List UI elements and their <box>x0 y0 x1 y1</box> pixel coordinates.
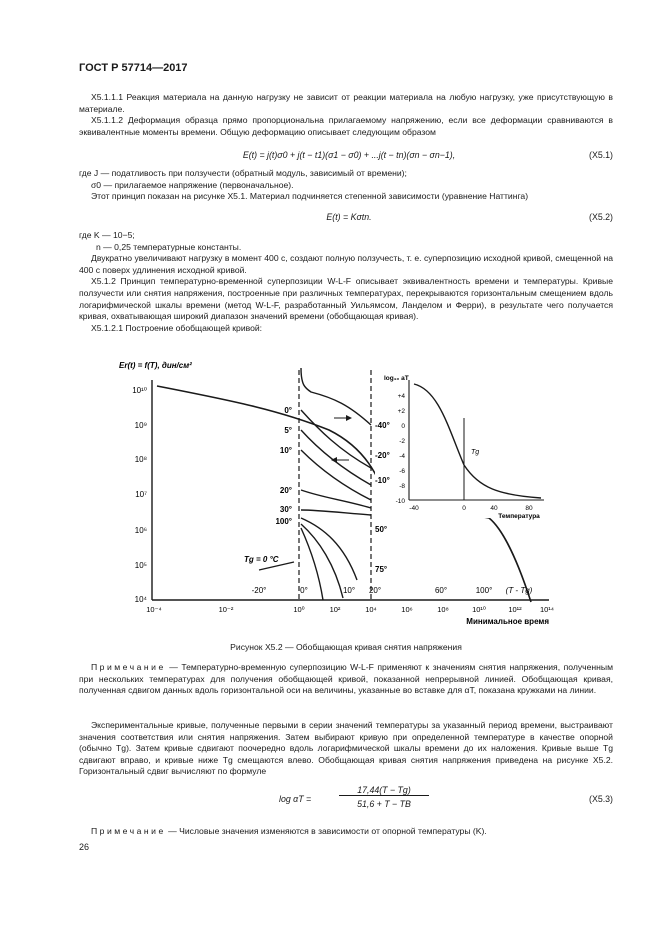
curve-label: 30° <box>279 505 292 514</box>
y-axis-label: Er(t) = f(T), дин/см² <box>119 361 192 370</box>
shift-temp-label: (T - Tg) <box>505 586 533 595</box>
note-paragraph <box>79 826 613 838</box>
x-tick-label: 10¹² <box>508 605 522 614</box>
equation-number: (Х5.3) <box>589 794 613 804</box>
note-text: — Числовые значения изменяются в зависимости от опорной температуры (K). <box>168 826 487 836</box>
y-tick-label: 10¹⁰ <box>132 386 147 395</box>
inset-x-tick: -40 <box>409 505 419 512</box>
x-tick-label: 10⁴ <box>365 605 377 614</box>
paragraph: Х5.1.2 Принцип температурно-временной суперпозиции W-L-F описывает эквивалентность времени и температуры. Кривые ползучести или снятия напряжения, построенные при различных температурах, перекрываются горизонтальным смещением вдоль логарифмической шкалы времени (метод W-L-F, разработанный Уильямсом, Ланделом и Ферри), в результате чего получается кривая, охватывающая широкий диапазон значений времени (обобщающая кривая). <box>79 276 613 322</box>
y-tick-label: 10⁵ <box>134 561 147 570</box>
shift-temp-label: 100° <box>475 586 493 595</box>
shift-temp-label: -20° <box>251 586 267 595</box>
curve-label: -20° <box>375 451 390 460</box>
inset-x-label: Температура <box>498 513 540 520</box>
text-block-3 <box>79 230 613 334</box>
arrow-head <box>331 457 337 463</box>
equation-x5-3 <box>79 785 613 815</box>
note-label: Примечание <box>91 662 166 672</box>
document-header: ГОСТ Р 57714—2017 <box>79 62 188 74</box>
equation-formula: E(t) = Kσtn. <box>326 212 372 222</box>
shift-temp-label: 10° <box>342 586 356 595</box>
x-tick-label: 10⁻² <box>218 605 234 614</box>
equation-number: (Х5.1) <box>589 150 613 160</box>
curve-label: 5° <box>284 426 292 435</box>
inset-tg-label: Tg <box>471 449 480 456</box>
y-tick-label: 10⁴ <box>134 595 147 604</box>
equation-numerator: 17,44(T − Tg) <box>339 785 429 796</box>
x-tick-label: 10⁶ <box>401 605 413 614</box>
x-tick-label: 10⁸ <box>437 605 449 614</box>
text-block-1 <box>79 92 613 138</box>
page-number: 26 <box>79 842 90 852</box>
equation-x5-2 <box>79 212 613 226</box>
inset-y-tick: +4 <box>397 393 405 400</box>
note-label: Примечание <box>91 826 166 836</box>
text-block-2 <box>79 168 613 203</box>
curve-label: 100° <box>275 517 292 526</box>
x-axis-label: Минимальное время <box>466 617 549 626</box>
paragraph: Этот принцип показан на рисунке Х5.1. Материал подчиняется степенной зависимости (уравнение Наттинга) <box>91 191 529 202</box>
inset-y-tick: 0 <box>401 423 405 430</box>
paragraph: σ0 — прилагаемое напряжение (первоначальное). <box>91 179 294 190</box>
figure-caption: Рисунок Х5.2 — Обобщающая кривая снятия напряжения <box>230 642 462 652</box>
paragraph: Х5.1.1.1 Реакция материала на данную нагрузку не зависит от реакции материала на любую нагрузку, уже присутствующую в материале. <box>79 92 613 114</box>
note-paragraph <box>79 662 613 697</box>
paragraph: где J — податливость при ползучести (обратный модуль, зависимый от времени); <box>79 168 407 178</box>
curve-minus40 <box>301 368 371 425</box>
tg-note: Tg = 0 °C <box>244 555 279 564</box>
note-block-1 <box>79 662 613 697</box>
text-block-4 <box>79 720 613 778</box>
y-tick-label: 10⁹ <box>134 421 147 430</box>
equation-number: (Х5.2) <box>589 212 613 222</box>
x-tick-label: 10² <box>329 605 341 614</box>
curve-label: 10° <box>279 446 292 455</box>
inset-y-tick: -8 <box>399 483 405 490</box>
paragraph: Двукратно увеличивают нагрузку в момент 400 с, создают полную ползучесть, т. е. суперпозицию исходной кривой, смещенной на 400 с поверх удлинения исходной кривой. <box>79 253 613 275</box>
curve-label: 20° <box>279 486 292 495</box>
x-tick-label: 10¹⁰ <box>472 605 486 614</box>
shift-temp-label: 60° <box>434 586 448 595</box>
master-curve-figure <box>79 350 613 630</box>
shift-temp-label: 20° <box>368 586 382 595</box>
curve-label: 0° <box>284 406 292 415</box>
inset-y-tick: +2 <box>397 408 405 415</box>
curve-30 <box>301 510 371 515</box>
curve-label: -40° <box>375 421 390 430</box>
equation-x5-1 <box>79 150 613 164</box>
y-tick-label: 10⁶ <box>134 526 147 535</box>
x-tick-label: 10⁻⁴ <box>146 605 162 614</box>
curve-20 <box>301 490 371 508</box>
paragraph: Х5.1.2.1 Построение обобщающей кривой: <box>91 322 263 333</box>
inset-x-tick: 40 <box>490 505 498 512</box>
curve-label: 50° <box>375 525 388 534</box>
shift-temp-label: 0° <box>300 586 308 595</box>
curve-label: -10° <box>375 476 390 485</box>
note-block-2 <box>79 826 613 838</box>
note-text: — Температурно-временную суперпозицию W-L-F применяют к значениям снятия напряжения, полученным при нескольких температурах для получения обобщающей кривой, показанной непрерывной линией. Обобщающая кривая, полученная сдвигом данных вдоль горизонтальной оси на величины, указанные во вставке для αT, показана кружками на линии. <box>79 662 613 696</box>
x-tick-label: 10⁰ <box>293 605 305 614</box>
inset-x-tick: 80 <box>525 505 533 512</box>
arrow-head <box>346 415 352 421</box>
paragraph: Х5.1.1.2 Деформация образца прямо пропорциональна прилагаемому напряжению, если все деформации сравниваются в эквивалентные моменты времени. Общую деформацию описывает следующим образом <box>79 115 613 137</box>
inset-y-tick: -6 <box>399 468 405 475</box>
inset-x-tick: 0 <box>462 505 466 512</box>
y-tick-label: 10⁸ <box>134 455 147 464</box>
equation-formula: E(t) = j(t)σ0 + j(t − t1)(σ1 − σ0) + ...j(t − tn)(σn − σn−1), <box>242 150 456 160</box>
paragraph: Экспериментальные кривые, полученные первыми в серии значений температуры за указанный период времени, выстраивают значения соответствия или снятия напряжения. Затем выбирают кривую при определенной температуре в качестве опорной (обычно Tg). Затем кривые сдвигают поочередно вдоль логарифмической шкалы времени до их наложения. Кривые выше Tg сдвигают вправо, и кривые ниже Tg смещаются влево. Обобщающая кривая снятия напряжения приведена на рисунке Х5.2. Горизонтальный сдвиг вычисляют по формуле <box>79 720 613 777</box>
curve-label: 75° <box>375 565 388 574</box>
y-tick-label: 10⁷ <box>135 490 147 499</box>
paragraph: где K — 10−5; <box>79 230 135 240</box>
inset-y-tick: -4 <box>399 453 405 460</box>
inset-y-tick: -10 <box>395 498 405 505</box>
x-tick-label: 10¹⁴ <box>539 605 555 614</box>
inset-y-label: log₁₀ aT <box>384 375 409 382</box>
equation-lhs: log αT = <box>279 794 312 804</box>
equation-denominator: 51,6 + T − TB <box>357 799 411 809</box>
paragraph: n — 0,25 температурные константы. <box>96 241 242 252</box>
inset-y-tick: -2 <box>399 438 405 445</box>
